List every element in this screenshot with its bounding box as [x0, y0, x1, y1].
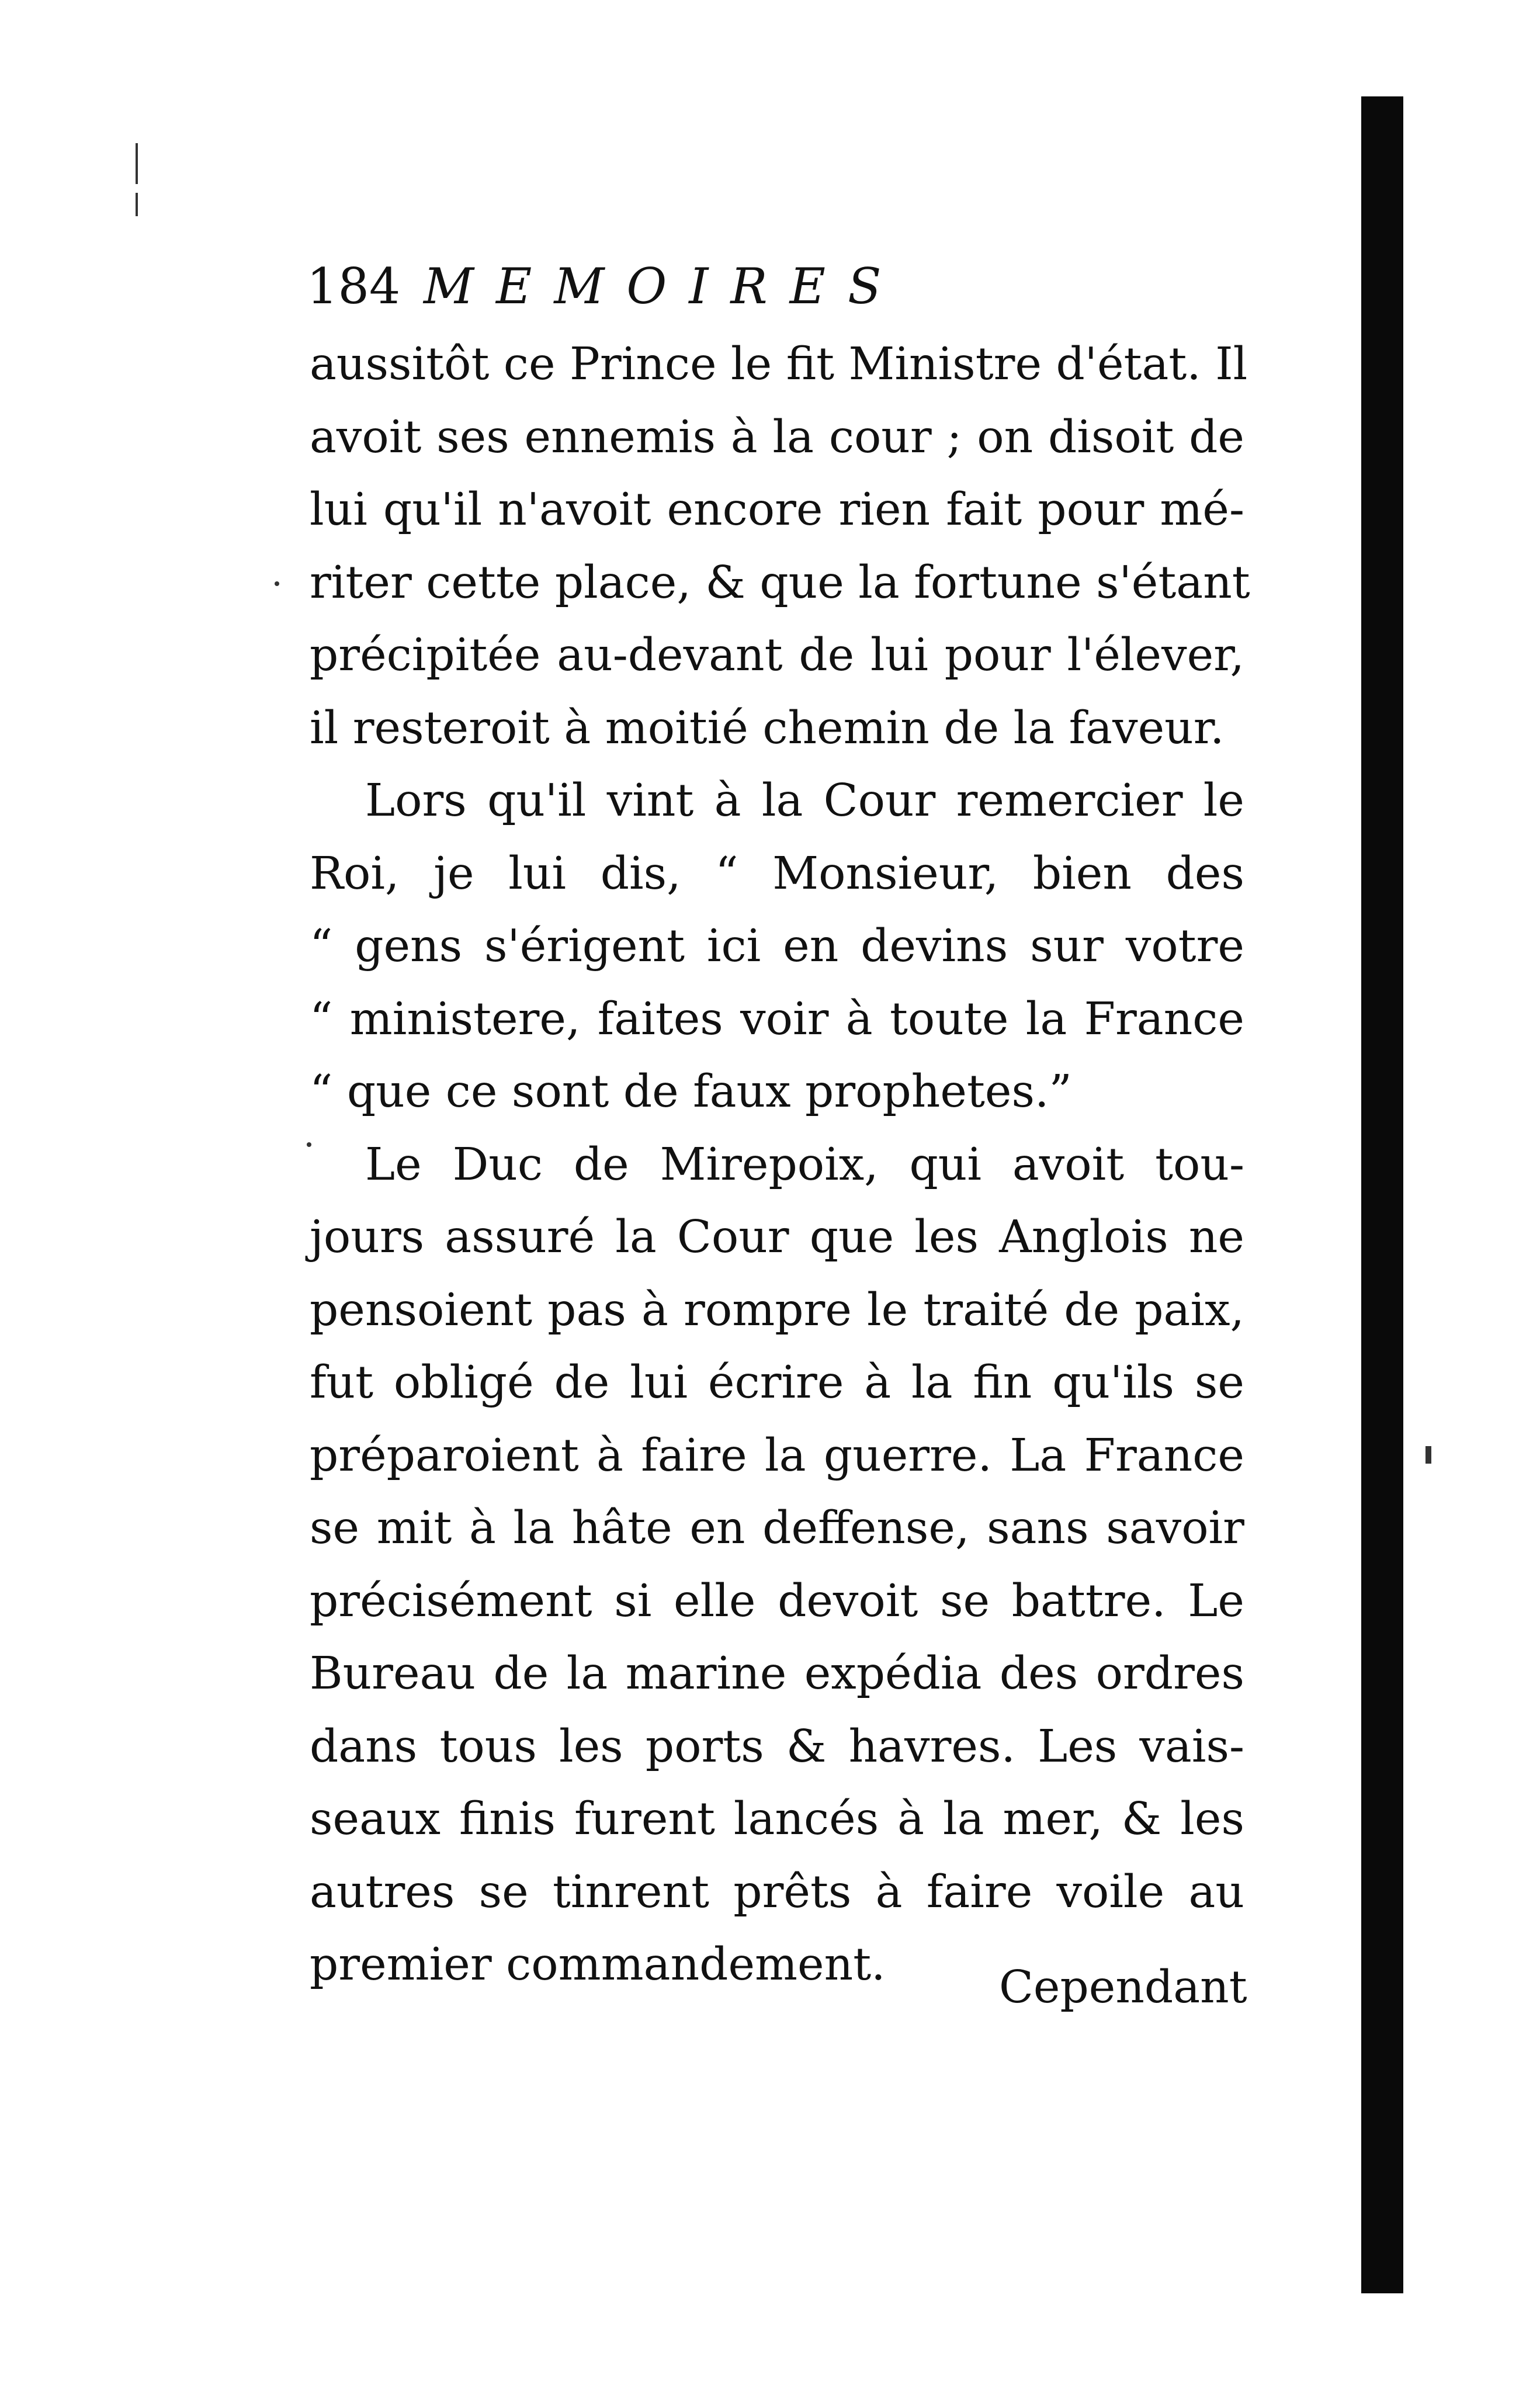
text-line: aussitôt ce Prince le fit Ministre d'état. Il [310, 338, 1248, 390]
text-line: il resteroit à moitié chemin de la faveur. [310, 702, 1225, 754]
body-text [310, 328, 1250, 2002]
text-line: Roi, je lui dis, “ Monsieur, bien des [310, 847, 1244, 900]
text-line: précipitée au-devant de lui pour l'élever, [310, 629, 1244, 681]
page-title: MEMOIRES [424, 258, 904, 315]
text-line: précisément si elle devoit se battre. Le [310, 1575, 1244, 1627]
paragraph-start-line: Lors qu'il vint à la Cour remercier le [365, 775, 1244, 827]
scan-mark [1425, 1446, 1431, 1464]
text-line: préparoient à faire la guerre. La France [310, 1429, 1244, 1482]
text-line: autres se tinrent prêts à faire voile au [310, 1866, 1244, 1918]
text-line: se mit à la hâte en deffense, sans savoir [310, 1502, 1244, 1554]
text-line: premier commandement. [310, 1939, 886, 1991]
text-line: lui qu'il n'avoit encore rien fait pour mé- [310, 484, 1244, 536]
catchword: Cependant [999, 1961, 1247, 2013]
running-head [307, 251, 1300, 321]
text-line: avoit ses ennemis à la cour ; on disoit de [310, 411, 1244, 463]
text-line: pensoient pas à rompre le traité de paix, [310, 1284, 1244, 1336]
text-line: riter cette place, & que la fortune s'étant [310, 556, 1250, 609]
quote-line: “ ministere, faites voir à toute la France [310, 993, 1244, 1045]
paragraph-start-line: Le Duc de Mirepoix, qui avoit tou- [365, 1138, 1244, 1191]
text-line: Bureau de la marine expédia des ordres [310, 1648, 1244, 1700]
page-number: 184 [307, 258, 401, 315]
text-line: jours assuré la Cour que les Anglois ne [310, 1211, 1244, 1263]
quote-line: “ gens s'érigent ici en devins sur votre [310, 920, 1244, 972]
quote-line: “ que ce sont de faux prophetes.” [310, 1066, 1072, 1118]
text-line: dans tous les ports & havres. Les vais- [310, 1720, 1244, 1773]
scan-mark [136, 143, 138, 184]
text-line: seaux finis furent lancés à la mer, & les [310, 1793, 1244, 1845]
scan-mark [275, 581, 279, 586]
scan-mark [136, 193, 138, 216]
text-line: fut obligé de lui écrire à la fin qu'ils se [310, 1357, 1244, 1409]
binding-edge [1361, 96, 1403, 2293]
